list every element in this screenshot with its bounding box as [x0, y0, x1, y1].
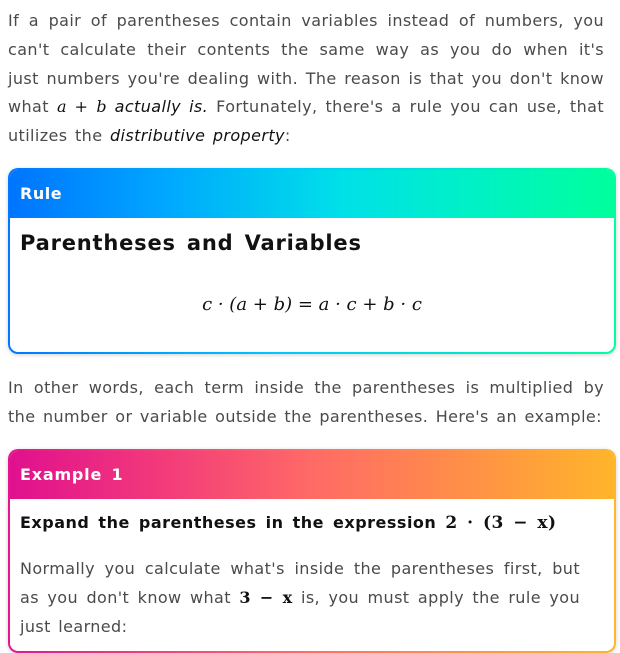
example-task-math: 2 · (3 − x)	[445, 513, 557, 533]
distributive-property-term: distributive property	[109, 126, 285, 146]
intro-text-3: :	[284, 126, 291, 146]
rule-box	[8, 168, 616, 354]
intro-emphasis-actually: actually is.	[106, 97, 209, 117]
rule-header: Rule	[10, 170, 614, 218]
example-body	[20, 555, 580, 641]
example-task-text: Expand the parentheses in the expression	[20, 513, 446, 532]
math-variable-b: b	[96, 97, 107, 117]
example-body-math: 3 − x	[239, 587, 293, 607]
math-variable-a: a	[56, 97, 67, 117]
rule-title: Parentheses and Variables	[20, 231, 362, 255]
example-body-text-2: is, you must apply the rule you just learned:	[20, 587, 580, 636]
math-plus: +	[66, 97, 97, 117]
rule-formula-text: c · (a + b) = a · c + b · c	[202, 294, 422, 315]
intro-text-2: Fortunately, there's a rule you can use, that utilizes the	[8, 97, 605, 146]
intro-text-1: If a pair of parentheses contain variables instead of numbers, you can't calculate their contents the same way as you do when it's just numbers you're dealing with. The reason is that you don't know what	[8, 11, 604, 117]
example-box	[8, 449, 616, 653]
example-task	[20, 513, 557, 533]
example-body-text-1: Normally you calculate what's inside the parentheses first, but as you don't know what	[20, 559, 580, 607]
intro-paragraph	[8, 7, 604, 151]
middle-paragraph: In other words, each term inside the parentheses is multiplied by the number or variable outside the parentheses. Here's an example:	[8, 378, 604, 426]
example-header: Example 1	[10, 451, 614, 499]
rule-formula	[10, 294, 614, 315]
